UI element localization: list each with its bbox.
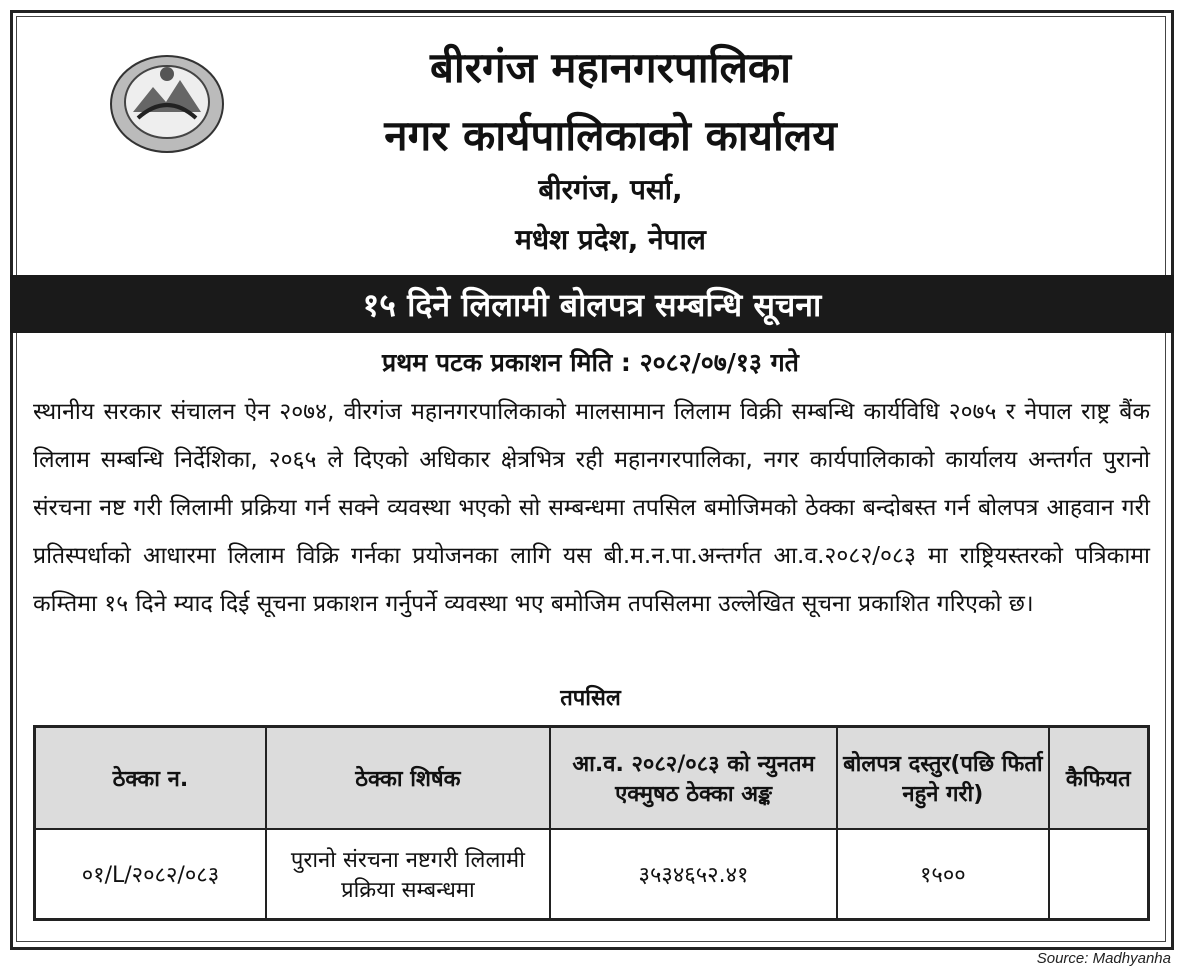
header-min-amount: आ.व. २०८२/०८३ को न्युनतम एक्मुषठ ठेक्का अङ्क — [550, 727, 837, 830]
cell-remarks — [1049, 829, 1149, 920]
header-contract-no: ठेक्का न. — [35, 727, 266, 830]
schedule-table — [33, 725, 1150, 921]
cell-bid-fee: १५०० — [837, 829, 1048, 920]
cell-contract-title: पुरानो संरचना नष्टगरी लिलामी प्रक्रिया सम्बन्धमा — [266, 829, 550, 920]
table-header-row — [35, 727, 1149, 830]
cell-min-amount: ३५३४६५२.४१ — [550, 829, 837, 920]
header-remarks: कैफियत — [1049, 727, 1149, 830]
table-row — [35, 829, 1149, 920]
office-province: मधेश प्रदेश, नेपाल — [515, 223, 706, 256]
municipality-name: बीरगंज महानगरपालिका — [429, 43, 792, 92]
office-location: बीरगंज, पर्सा, — [538, 173, 683, 206]
header-bid-fee: बोलपत्र दस्तुर(पछि फिर्ता नहुने गरी) — [837, 727, 1048, 830]
cell-contract-no: ०१/L/२०८२/०८३ — [35, 829, 266, 920]
header-contract-title: ठेक्का शिर्षक — [266, 727, 550, 830]
notice-body: स्थानीय सरकार संचालन ऐन २०७४, वीरगंज महानगरपालिकाको मालसामान लिलाम विक्री सम्बन्धि कार्यविधि २०७५ र नेपाल राष्ट्र बैंक लिलाम सम्बन्धि निर्देशिका, २०६५ ले दिएको अधिकार क्षेत्रभित्र रही महानगरपालिका, नगर कार्यपालिकाको कार्यालय अन्तर्गत पुरानो संरचना नष्ट गरी लिलामी प्रक्रिया गर्न सक्ने व्यवस्था भएको सो सम्बन्धमा तपसिल बमोजिमको ठेक्का बन्दोबस्त गर्न बोलपत्र आहवान गरी प्रतिस्पर्धाको आधारमा लिलाम विक्रि गर्नका प्रयोजनका लागि यस बी.म.न.पा.अन्तर्गत आ.व.२०८२/०८३ मा राष्ट्रियस्तरको पत्रिकामा कम्तिमा १५ दिने म्याद दिई सूचना प्रकाशन गर्नुपर्ने व्यवस्था भए बमोजिम तपसिलमा उल्लेखित सूचना प्रकाशित गरिएको छ। — [33, 399, 1150, 617]
office-name: नगर कार्यपालिकाको कार्यालय — [384, 111, 837, 160]
notice-title-banner: १५ दिने लिलामी बोलपत्र सम्बन्धि सूचना — [10, 275, 1174, 333]
publication-date: प्रथम पटक प्रकाशन मिति : २०८२/०७/१३ गते — [382, 348, 799, 377]
source-credit: Source: Madhyanha — [1036, 950, 1171, 967]
schedule-heading: तपसिल — [560, 686, 621, 711]
